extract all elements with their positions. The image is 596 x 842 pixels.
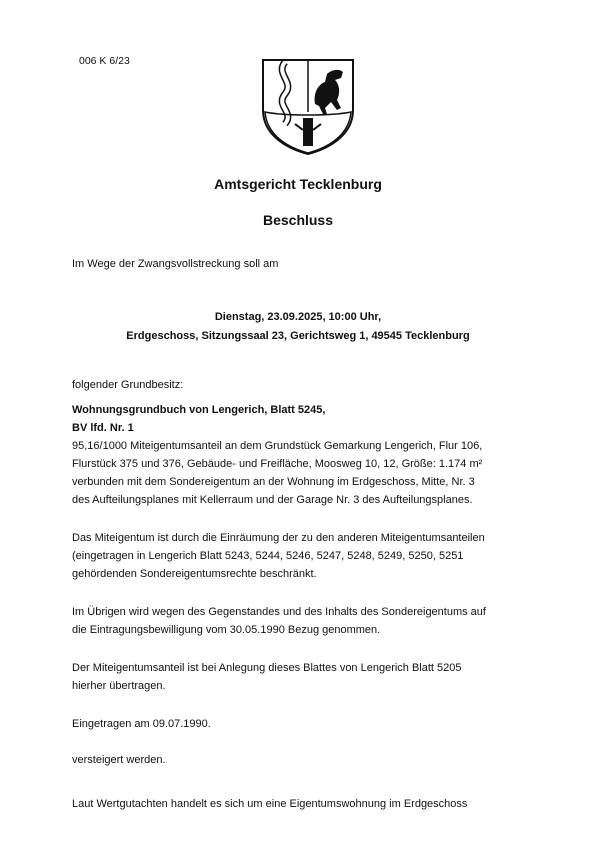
register-line-2: BV lfd. Nr. 1 — [72, 422, 134, 434]
document-title: Beschluss — [262, 212, 334, 228]
restriction-line: Das Miteigentum ist durch die Einräumung der zu den anderen Miteigentumsanteilen — [72, 532, 485, 544]
restriction-line: (eingetragen in Lengerich Blatt 5243, 5244, 5246, 5247, 5248, 5249, 5250, 5251 — [72, 550, 464, 562]
auction-text: versteigert werden. — [72, 754, 166, 766]
court-name: Amtsgericht Tecklenburg — [214, 176, 382, 192]
reference-line: die Eintragungsbewilligung vom 30.05.1990 Bezug genommen. — [72, 624, 381, 636]
registered-date: Eingetragen am 09.07.1990. — [72, 718, 211, 730]
transfer-line: Der Miteigentumsanteil ist bei Anlegung dieses Blattes von Lengerich Blatt 5205 — [72, 662, 462, 674]
description-line: verbunden mit dem Sondereigentum an der Wohnung im Erdgeschoss, Mitte, Nr. 3 — [72, 476, 475, 488]
valuation-text: Laut Wertgutachten handelt es sich um eine Eigentumswohnung im Erdgeschoss — [72, 798, 468, 810]
coat-of-arms-logo — [255, 52, 361, 156]
reference-line: Im Übrigen wird wegen des Gegenstandes und des Inhalts des Sondereigentums auf — [72, 606, 486, 618]
case-reference: 006 K 6/23 — [79, 55, 130, 67]
transfer-line: hierher übertragen. — [72, 680, 166, 692]
description-line: des Aufteilungsplanes mit Kellerraum und der Garage Nr. 3 des Aufteilungsplanes. — [72, 494, 473, 506]
description-line: Flurstück 375 und 376, Gebäude- und Freifläche, Moosweg 10, 12, Größe: 1.174 m² — [72, 458, 483, 470]
appointment-location: Erdgeschoss, Sitzungssaal 23, Gerichtsweg 1, 49545 Tecklenburg — [126, 330, 470, 342]
description-line: 95,16/1000 Miteigentumsanteil an dem Grundstück Gemarkung Lengerich, Flur 106, — [72, 440, 483, 452]
intro-text: Im Wege der Zwangsvollstreckung soll am — [72, 258, 279, 270]
appointment-date: Dienstag, 23.09.2025, 10:00 Uhr, — [214, 311, 382, 323]
property-intro: folgender Grundbesitz: — [72, 379, 184, 391]
restriction-line: gehördenden Sondereigentumsrechte beschränkt. — [72, 568, 317, 580]
register-line-1: Wohnungsgrundbuch von Lengerich, Blatt 5245, — [72, 404, 326, 416]
